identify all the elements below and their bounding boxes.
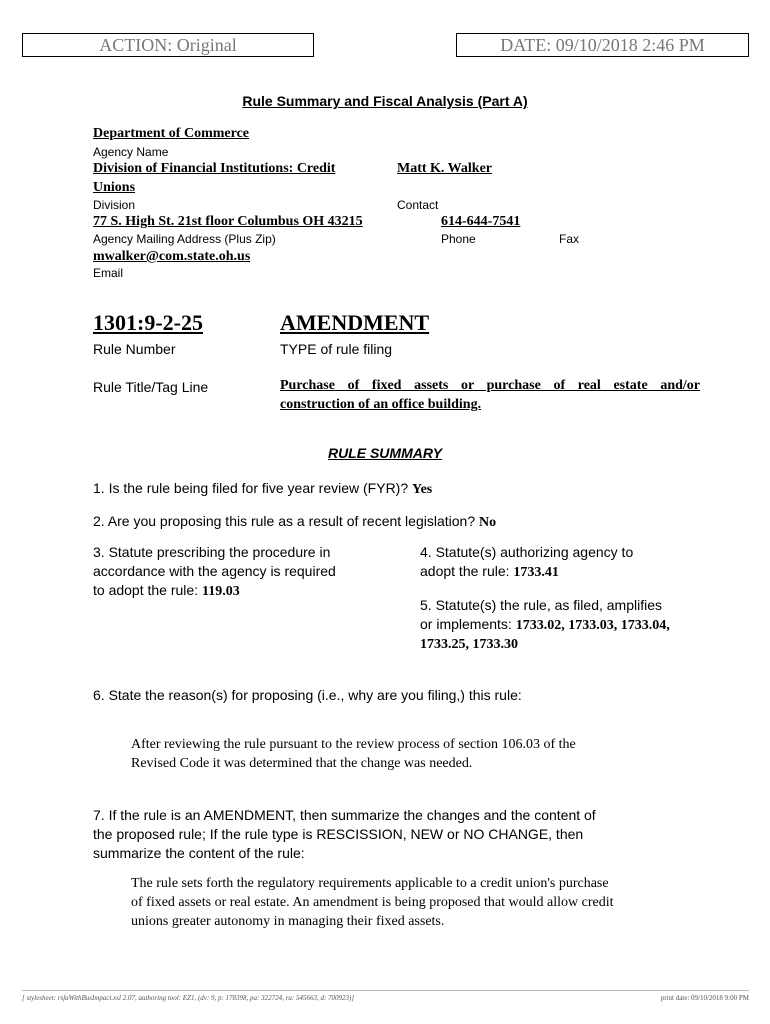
action-box bbox=[22, 33, 314, 57]
department-name: Department of Commerce bbox=[93, 126, 250, 141]
question-5-line2: or implements: bbox=[420, 616, 512, 632]
email-label: Email bbox=[93, 266, 124, 280]
division-name-line2: Unions bbox=[93, 180, 136, 195]
answer-7-line3: unions greater autonomy in managing their fixed assets. bbox=[131, 914, 445, 929]
rule-type-label: TYPE of rule filing bbox=[280, 341, 393, 357]
rule-title-line1: Purchase of fixed assets or purchase of real estate and/or bbox=[280, 378, 700, 393]
answer-7-line1: The rule sets forth the regulatory requirements applicable to a credit union's purchase bbox=[131, 876, 609, 891]
question-4-line2: adopt the rule: bbox=[420, 563, 510, 579]
footer-divider bbox=[22, 990, 749, 991]
question-2-text: 2. Are you proposing this rule as a result of recent legislation? bbox=[93, 513, 476, 529]
answer-6-line2: Revised Code it was determined that the change was needed. bbox=[131, 756, 473, 771]
answer-1: Yes bbox=[412, 482, 433, 497]
question-1 bbox=[93, 479, 432, 499]
date-text: DATE: 09/10/2018 2:46 PM bbox=[500, 35, 705, 55]
address-label: Agency Mailing Address (Plus Zip) bbox=[93, 232, 276, 246]
action-text: ACTION: Original bbox=[99, 35, 237, 55]
phone-number: 614-644-7541 bbox=[441, 214, 521, 229]
question-5 bbox=[420, 596, 670, 654]
answer-7 bbox=[131, 874, 613, 931]
footer-stylesheet-info: [ stylesheet: rsfaWithBusImpact.xsl 2.07, authoring tool: EZ1, (dv: 9, p: 178398, pa: 322724, ra: 545663, d: 700923)] bbox=[22, 994, 355, 1002]
question-4 bbox=[420, 543, 633, 582]
division-name-line1: Division of Financial Institutions: Credit bbox=[93, 161, 336, 176]
question-1-text: 1. Is the rule being filed for five year review (FYR)? bbox=[93, 480, 409, 496]
question-7-line3: summarize the content of the rule: bbox=[93, 845, 305, 861]
question-3-line2: accordance with the agency is required bbox=[93, 563, 336, 579]
answer-6-line1: After reviewing the rule pursuant to the review process of section 106.03 of the bbox=[131, 737, 576, 752]
contact-label: Contact bbox=[397, 198, 439, 212]
question-3-line1: 3. Statute prescribing the procedure in bbox=[93, 544, 331, 560]
phone-label: Phone bbox=[441, 232, 476, 246]
rule-title-line2: construction of an office building. bbox=[280, 397, 482, 412]
rule-type: AMENDMENT bbox=[280, 310, 430, 335]
division-label: Division bbox=[93, 198, 136, 212]
question-3-line3: to adopt the rule: bbox=[93, 582, 199, 598]
fax-label: Fax bbox=[559, 232, 580, 246]
page-title: Rule Summary and Fiscal Analysis (Part A) bbox=[242, 93, 528, 109]
email-address: mwalker@com.state.oh.us bbox=[93, 249, 251, 264]
question-7-line2: the proposed rule; If the rule type is RESCISSION, NEW or NO CHANGE, then bbox=[93, 826, 584, 842]
answer-6 bbox=[131, 735, 576, 773]
answer-5-line1: 1733.02, 1733.03, 1733.04, bbox=[515, 618, 670, 633]
answer-5-line2: 1733.25, 1733.30 bbox=[420, 637, 518, 652]
answer-7-line2: of fixed assets or real estate. An amendment is being proposed that would allow credit bbox=[131, 895, 614, 910]
answer-4: 1733.41 bbox=[513, 565, 559, 580]
rule-summary-heading: RULE SUMMARY bbox=[327, 445, 443, 461]
mailing-address: 77 S. High St. 21st floor Columbus OH 43215 bbox=[93, 214, 363, 229]
rule-title-label: Rule Title/Tag Line bbox=[93, 379, 209, 395]
department-label: Agency Name bbox=[93, 145, 169, 159]
question-4-line1: 4. Statute(s) authorizing agency to bbox=[420, 544, 634, 560]
question-7 bbox=[93, 806, 596, 863]
date-box bbox=[456, 33, 749, 57]
question-7-line1: 7. If the rule is an AMENDMENT, then summarize the changes and the content of bbox=[93, 807, 596, 823]
answer-2: No bbox=[479, 515, 497, 530]
answer-3: 119.03 bbox=[201, 584, 240, 599]
question-6: 6. State the reason(s) for proposing (i.e., why are you filing,) this rule: bbox=[93, 687, 522, 703]
question-2 bbox=[93, 512, 496, 532]
contact-name: Matt K. Walker bbox=[397, 161, 493, 176]
rule-number-label: Rule Number bbox=[93, 341, 176, 357]
footer-print-date: print date: 09/10/2018 9:00 PM bbox=[660, 994, 749, 1002]
rule-number: 1301:9-2-25 bbox=[93, 310, 203, 335]
question-5-line1: 5. Statute(s) the rule, as filed, amplifies bbox=[420, 597, 662, 613]
question-3 bbox=[93, 543, 336, 601]
